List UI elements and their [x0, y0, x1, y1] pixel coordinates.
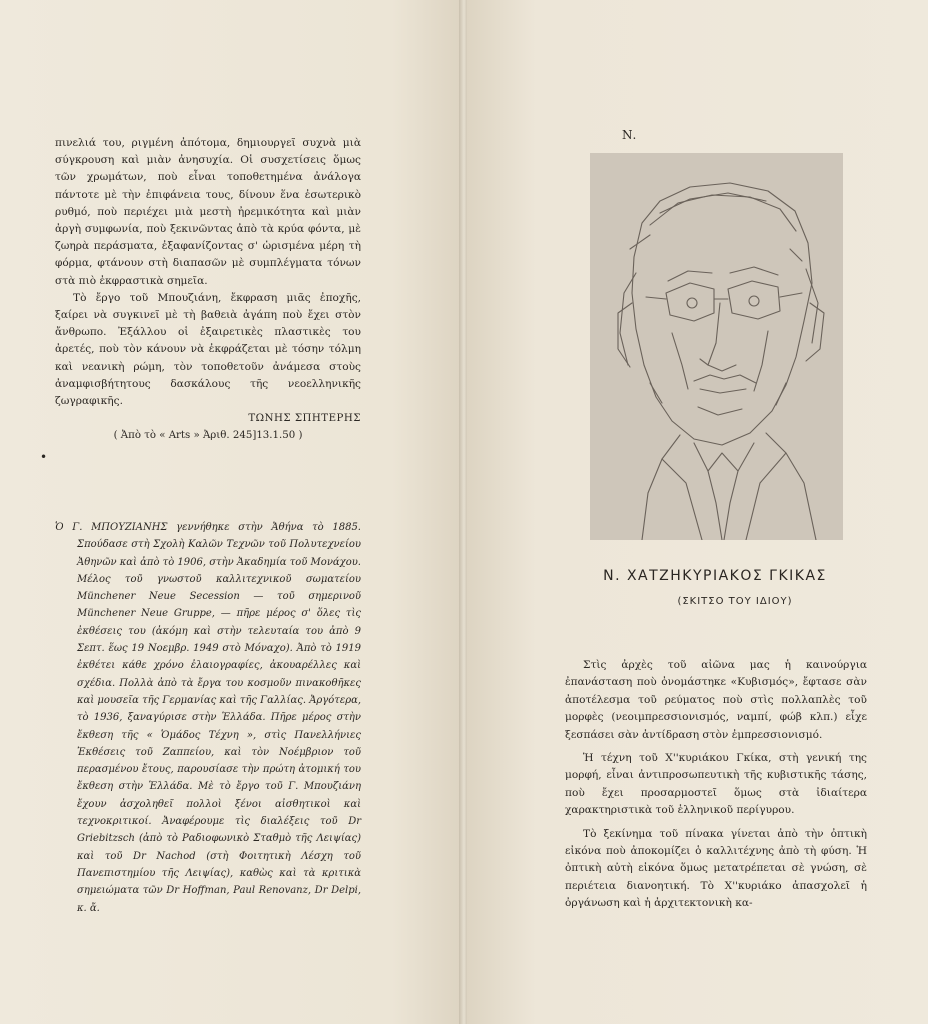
biography-text: Ὁ Γ. ΜΠΟΥΖΙΑΝΗΣ γεννήθηκε στὴν Ἀθήνα τὸ 1885. Σπούδασε στὴ Σχολὴ Καλῶν Τεχνῶν τοῦ Πολυτεχνείου Ἀθηνῶν καὶ ἀπὸ τὸ 1906, στὴν Ἀκαδημία τοῦ Μονάχου. Μέλος τοῦ γνωστοῦ καλλιτεχνικοῦ σωματείου Münchener Neue Secession — τοῦ σημερινοῦ Münchener Neue Gruppe, — πῆρε μέρος σ' ὅλες τὶς ἐκθέσεις του (ἀκόμη καὶ στὴν τελευταία του ἀπὸ 9 Σεπτ. ἕως 19 Νοεμβρ. 1949 στὸ Μόναχο). Ἀπὸ τὸ 1919 ἐκθέτει κάθε χρόνο ἐλαιογραφίες, ἀκουαρέλλες καὶ σχέδια. Πολλὰ ἀπὸ τὰ ἔργα του κοσμοῦν πινακοθῆκες καὶ μουσεῖα τῆς Γερμανίας καὶ τῆς Γαλλίας. Ἀργότερα, τὸ 1936, ξαναγύρισε στὴν Ἑλλάδα. Πῆρε μέρος στὴν ἔκθεση τῆς « Ὁμάδος Τέχνη », στὶς Πανελλήνιες Ἐκθέσεις τοῦ Ζαππείου, καὶ τὸν Νοέμβριον τοῦ περασμένου ἔτους, παρουσίασε τὴν πρώτη ἀτομική του ἔκθεση στὴν Ἑλλάδα. Μὲ τὸ ἔργο τοῦ Γ. Μπουζιάνη ἔχουν ἀσχοληθεῖ πολλοὶ ξένοι αἰσθητικοὶ καὶ τεχνοκριτικοί. Ἀναφέρουμε τὶς διαλέξεις τοῦ Dr Griebitzsch (ἀπὸ τὸ Ραδιοφωνικὸ Σταθμὸ τῆς Λειψίας) καὶ τοῦ Dr Nachod (στὴ Φοιτητικὴ Λέσχη τοῦ Πανεπιστημίου τῆς Λειψίας), καθὼς καὶ τὰ κριτικὰ σημειώματα τῶν Dr Hoffman, Paul Renovanz, Dr Delpi, κ. ἄ. [55, 522, 361, 914]
source-citation: ( Ἀπὸ τὸ « Arts » Ἀριθ. 245]13.1.50 ) [113, 430, 303, 442]
paragraph: Τὸ ξεκίνημα τοῦ πίνακα γίνεται ἀπὸ τὴν ὀπτικὴ εἰκόνα ποὺ ἀποκομίζει ὁ καλλιτέχνης ἀπὸ τὴ φύση. Ἡ ὀπτικὴ αὐτὴ εἰκόνα ὅμως μετατρέπεται σὲ γνώση, σὲ περιέτεια διανοητική. Τὸ Χ''κυριάκο ἀπασχολεῖ ἡ ὀργάνωση καὶ ἡ ἀρχιτεκτονικὴ κα- [565, 827, 867, 910]
page-mark: Ν. [622, 128, 637, 142]
paragraph: Ἡ τέχνη τοῦ Χ''κυριάκου Γκίκα, στὴ γενική της μορφή, εἶναι ἀντιπροσωπευτικὴ τῆς κυβιστικῆς τάσης, ποὺ ἔχει προσαρμοστεῖ ὅμως στὰ ἰδιαίτερα χαρακτηριστικὰ τοῦ ἑλληνικοῦ περίγυρου. [565, 752, 867, 817]
portrait-caption-subtitle: (ΣΚΙΤΣΟ ΤΟΥ ΙΔΙΟΥ) [677, 596, 793, 607]
author-signature: ΤΩΝΗΣ ΣΠΗΤΕΡΗΣ [248, 413, 361, 425]
paragraph: πινελιά του, ριγμένη ἀπότομα, δημιουργεῖ συχνὰ μιὰ σύγκρουση καὶ μιὰν ἀνησυχία. Οἱ συσχετίσεις ὅμως τῶν χρωμάτων, ποὺ εἶναι τοποθετημένα ἀνάλογα πάντοτε μὲ τὴν ἐπιφάνεια τους, δίνουν ἕνα ἐσωτερικὸ ρυθμό, ποὺ περιέχει μιὰ μεστὴ ἠρεμικότητα καὶ μιὰν ἀργὴ συμφωνία, ποὺ ξεκινῶντας ἀπὸ τὰ κρύα φόντα, μὲ ζωηρὰ περάσματα, ἐξαφανίζοντας σ' ὡρισμένα μέρη τὴ φόρμα, φτάνουν στὴ διαπασῶν μὲ συμπλέγματα τόνων στὰ πιὸ ἐκφραστικὰ σημεῖα. [55, 137, 361, 287]
portrait-sketch-image [590, 153, 843, 540]
paragraph: Τὸ ἔργο τοῦ Μπουζιάνη, ἔκφραση μιᾶς ἐποχῆς, ξαίρει νὰ συγκινεῖ μὲ τὴ βαθειὰ ἀγάπη ποὺ ἔχει στὸν ἄνθρωπο. Ἐξάλλου οἱ ἐξαιρετικὲς πλαστικὲς του ἀρετές, ποὺ τὸν κάνουν νὰ ἐκφράζεται μὲ τόσην τόλμη καὶ νεανικὴ ρώμη, τὸν τοποθετοῦν ἀνάμεσα στοὺς ἀναμφισβήτητους δασκάλους τῆς νεοελληνικῆς ζωγραφικῆς. [55, 291, 361, 408]
portrait-sketch-drawing [590, 153, 843, 540]
essay-text [565, 657, 867, 919]
artist-biography [55, 519, 361, 917]
portrait-caption-title: Ν. ΧΑΤΖΗΚΥΡΙΑΚΟΣ ΓΚΙΚΑΣ [603, 568, 827, 584]
margin-mark: • [40, 450, 48, 464]
paragraph: Στὶς ἀρχὲς τοῦ αἰῶνα μας ἡ καινούργια ἐπανάσταση ποὺ ὀνομάστηκε «Κυβισμός», ἔφτασε σὰν ἀποτέλεσμα τοῦ ρεύματος ποὺ στὶς πολλαπλὲς τοῦ μορφὲς (νεοιμπρεσσιονισμός, ναμπί, φώβ κλπ.) εἶχε ξεσπάσει σὰν ἀντίδραση στὸν ἐμπρεσσιονισμό. [565, 659, 867, 741]
article-text [55, 135, 361, 445]
left-page [0, 0, 461, 1024]
